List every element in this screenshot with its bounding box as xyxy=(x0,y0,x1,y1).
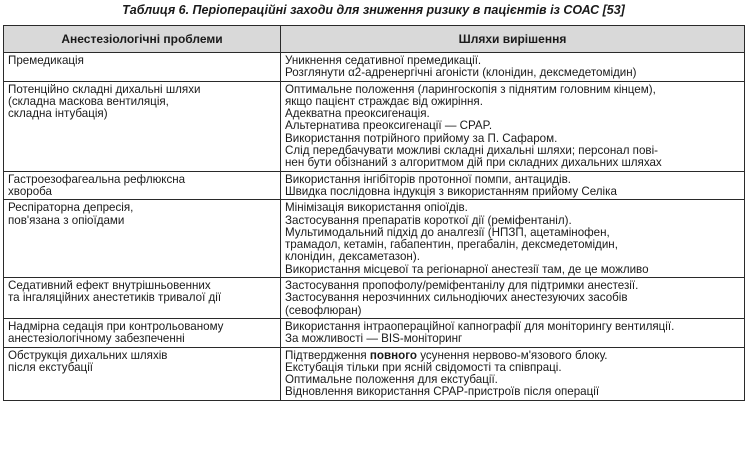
solution-line: Уникнення седативної премедикації. xyxy=(285,54,482,67)
problem-cell xyxy=(4,318,281,347)
solution-line: Мінімізація використання опіоїдів. xyxy=(285,201,468,215)
problem-line: після екстубації xyxy=(8,360,93,374)
problem-cell xyxy=(4,347,281,400)
header-solutions: Шляхи вирішення xyxy=(281,26,745,53)
problem-line: пов'язана з опіоїдами xyxy=(8,213,125,227)
solution-line: Мультимодальний підхід до аналгезії (НПЗП, ацетамінофен, xyxy=(285,225,610,239)
table-row xyxy=(4,318,745,347)
solution-line: (севофлюран) xyxy=(285,303,362,317)
solution-cell xyxy=(281,81,745,171)
solution-line: Оптимальне положення (ларингоскопія з піднятим головним кінцем), xyxy=(285,82,656,96)
solution-line: Застосування препаратів короткої дії (реміфентаніл). xyxy=(285,213,572,227)
problem-line: хвороба xyxy=(8,184,52,198)
solution-cell xyxy=(281,200,745,278)
solution-line: Використання інгібіторів протонної помпи, антацидів. xyxy=(285,172,571,186)
solution-line: Використання потрійного прийому за П. Сафаром. xyxy=(285,131,558,145)
table-row xyxy=(4,81,745,171)
solution-line: Використання місцевої та регіонарної анестезії там, де це можливо xyxy=(285,262,649,276)
solution-line: Адекватна преоксигенація. xyxy=(285,107,430,121)
problem-line: Респіраторна депресія, xyxy=(8,201,134,215)
table-header-row xyxy=(4,26,745,53)
problem-cell xyxy=(4,171,281,200)
solution-cell xyxy=(281,347,745,400)
problem-line: складна інтубація) xyxy=(8,107,108,121)
solution-line: Екстубація тільки при ясній свідомості та співпраці. xyxy=(285,360,562,374)
table-row xyxy=(4,171,745,200)
solution-emphasis: повного xyxy=(369,348,417,362)
problem-line: Обструкція дихальних шляхів xyxy=(8,348,168,362)
solution-cell xyxy=(281,318,745,347)
problem-cell xyxy=(4,278,281,319)
solution-line: Альтернатива преоксигенації — CPAP. xyxy=(285,119,493,133)
solution-line: нен бути обізнаний з алгоритмом дій при складних дихальних шляхах xyxy=(285,156,662,170)
solution-text: усунення нервово-м'язового блоку. xyxy=(416,348,608,362)
solution-line: Швидка послідовна індукція з використанням прийому Селіка xyxy=(285,184,617,198)
solution-text: Підтвердження xyxy=(285,348,370,362)
solution-cell xyxy=(281,278,745,319)
problem-cell xyxy=(4,53,281,82)
solution-line: За можливості — BIS-моніторинг xyxy=(285,332,463,346)
solution-line: клонідин, дексаметазон). xyxy=(285,250,420,264)
problem-cell xyxy=(4,200,281,278)
problem-line: Премедикація xyxy=(8,54,84,67)
table-caption: Таблиця 6. Періопераційні заходи для зниження ризику в пацієнтів із СОАС [53] xyxy=(122,3,625,17)
solution-line: Розглянути α2-адренергічні агоністи (клонідин, дексмедетомідин) xyxy=(285,66,637,80)
solution-cell xyxy=(281,171,745,200)
solution-line: Застосування пропофолу/реміфентанілу для підтримки анестезії. xyxy=(285,279,639,293)
header-problems: Анестезіологічні проблеми xyxy=(4,26,281,53)
solution-line: якщо пацієнт страждає від ожиріння. xyxy=(285,94,483,108)
problem-line: та інгаляційних анестетиків тривалої дії xyxy=(8,291,222,305)
solution-cell xyxy=(281,53,745,82)
table-row xyxy=(4,53,745,82)
problem-line: (складна маскова вентиляція, xyxy=(8,94,169,108)
solution-line xyxy=(285,350,740,362)
table-row xyxy=(4,278,745,319)
solution-line: Слід передбачувати можливі складні дихальні шляхи; персонал пові- xyxy=(285,144,659,158)
measures-table xyxy=(3,25,745,401)
table-row xyxy=(4,347,745,400)
problem-line: Гастроезофагеальна рефлюксна xyxy=(8,172,186,186)
problem-line: Седативний ефект внутрішньовенних xyxy=(8,279,211,293)
problem-line: Надмірна седація при контрольованому xyxy=(8,319,224,333)
solution-line: Використання інтраопераційної капнографії для моніторингу вентиляції. xyxy=(285,319,675,333)
problem-cell xyxy=(4,81,281,171)
solution-line: Оптимальне положення для екстубації. xyxy=(285,373,498,387)
table-row xyxy=(4,200,745,278)
solution-line: Відновлення використання CPAP-пристроїв після операції xyxy=(285,385,600,399)
solution-line: трамадол, кетамін, габапентин, прегабалін, дексмедетомідин, xyxy=(285,238,618,252)
problem-line: анестезіологічному забезпеченні xyxy=(8,332,185,346)
solution-line: Застосування нерозчинних сильнодіючих анестезуючих засобів xyxy=(285,291,628,305)
problem-line: Потенційно складні дихальні шляхи xyxy=(8,82,201,96)
